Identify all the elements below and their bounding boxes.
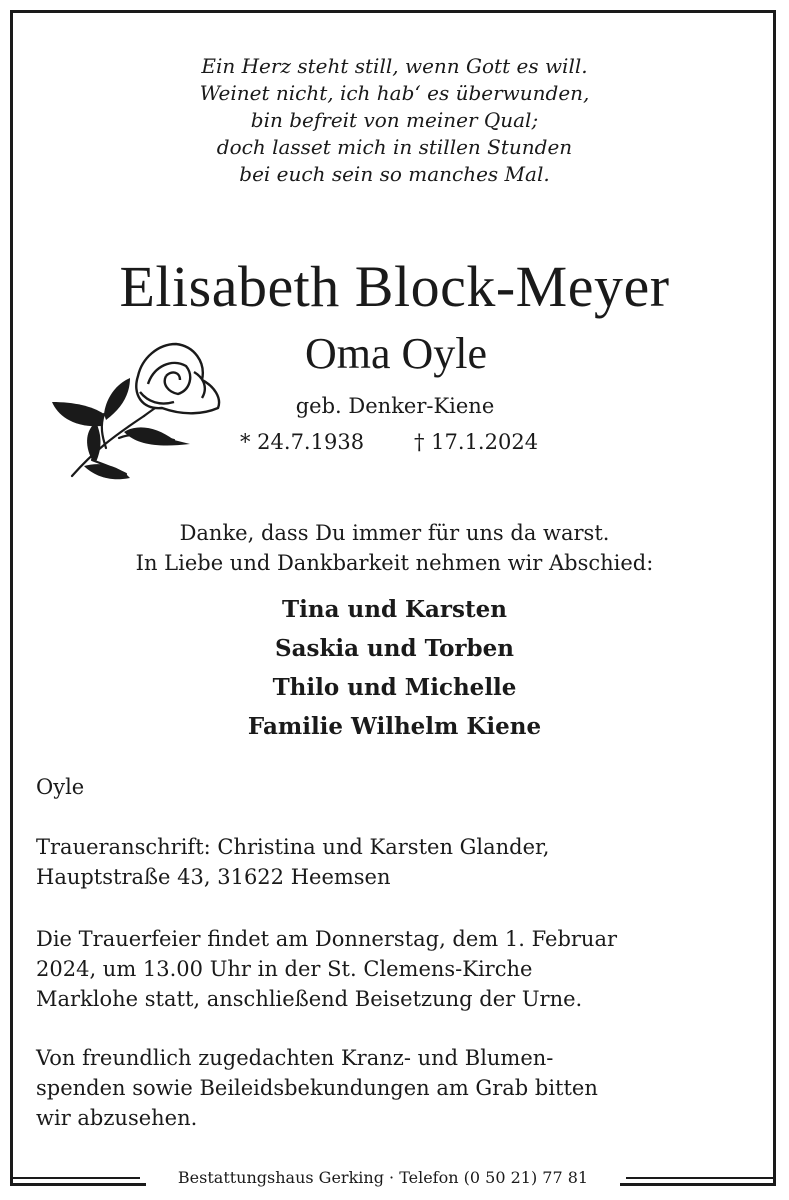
flowers-line: spenden sowie Beileidsbekundungen am Grab bitten — [36, 1076, 598, 1100]
mourning-address — [36, 832, 756, 892]
mourner-name: Tina und Karsten — [282, 596, 507, 623]
footer-divider — [626, 1177, 776, 1179]
mourner-name: Thilo und Michelle — [272, 674, 517, 701]
address-line: Hauptstraße 43, 31622 Heemsen — [36, 865, 391, 889]
flowers-line: wir abzusehen. — [36, 1106, 198, 1130]
flowers-note — [36, 1043, 756, 1133]
nickname: Oma Oyle — [304, 329, 488, 378]
thanks-text — [0, 518, 789, 578]
poem-line: bin befreit von meiner Qual; — [250, 108, 539, 132]
poem-line: doch lasset mich in stillen Stunden — [216, 135, 573, 159]
birth-name: geb. Denker-Kiene — [295, 394, 495, 418]
poem-line: Ein Herz steht still, wenn Gott es will. — [201, 54, 588, 78]
place-line: Oyle — [36, 775, 85, 799]
footer — [10, 1166, 776, 1190]
rose-icon — [44, 336, 224, 486]
address-line: Traueranschrift: Christina und Karsten Glander, — [36, 835, 550, 859]
place — [36, 772, 756, 802]
thanks-line: In Liebe und Dankbarkeit nehmen wir Abschied: — [135, 551, 654, 575]
footer-divider — [10, 1177, 140, 1179]
deceased-name: Elisabeth Block-Meyer — [119, 254, 670, 319]
poem-line: Weinet nicht, ich hab‘ es überwunden, — [199, 81, 590, 105]
death-date: † 17.1.2024 — [414, 430, 539, 454]
thanks-line: Danke, dass Du immer für uns da warst. — [179, 521, 610, 545]
flowers-line: Von freundlich zugedachten Kranz- und Blumen- — [36, 1046, 554, 1070]
poem — [0, 53, 789, 188]
ceremony-info — [36, 924, 756, 1014]
funeral-home-contact: Bestattungshaus Gerking · Telefon (0 50 21) 77 81 — [146, 1166, 620, 1190]
birth-date: * 24.7.1938 — [240, 430, 365, 454]
ceremony-line: Marklohe statt, anschließend Beisetzung der Urne. — [36, 987, 583, 1011]
mourners-list — [0, 590, 789, 746]
mourner-name: Familie Wilhelm Kiene — [247, 713, 542, 740]
mourner-name: Saskia und Torben — [275, 635, 514, 662]
ceremony-line: 2024, um 13.00 Uhr in der St. Clemens-Kirche — [36, 957, 533, 981]
ceremony-line: Die Trauerfeier findet am Donnerstag, dem 1. Februar — [36, 927, 618, 951]
poem-line: bei euch sein so manches Mal. — [239, 162, 550, 186]
